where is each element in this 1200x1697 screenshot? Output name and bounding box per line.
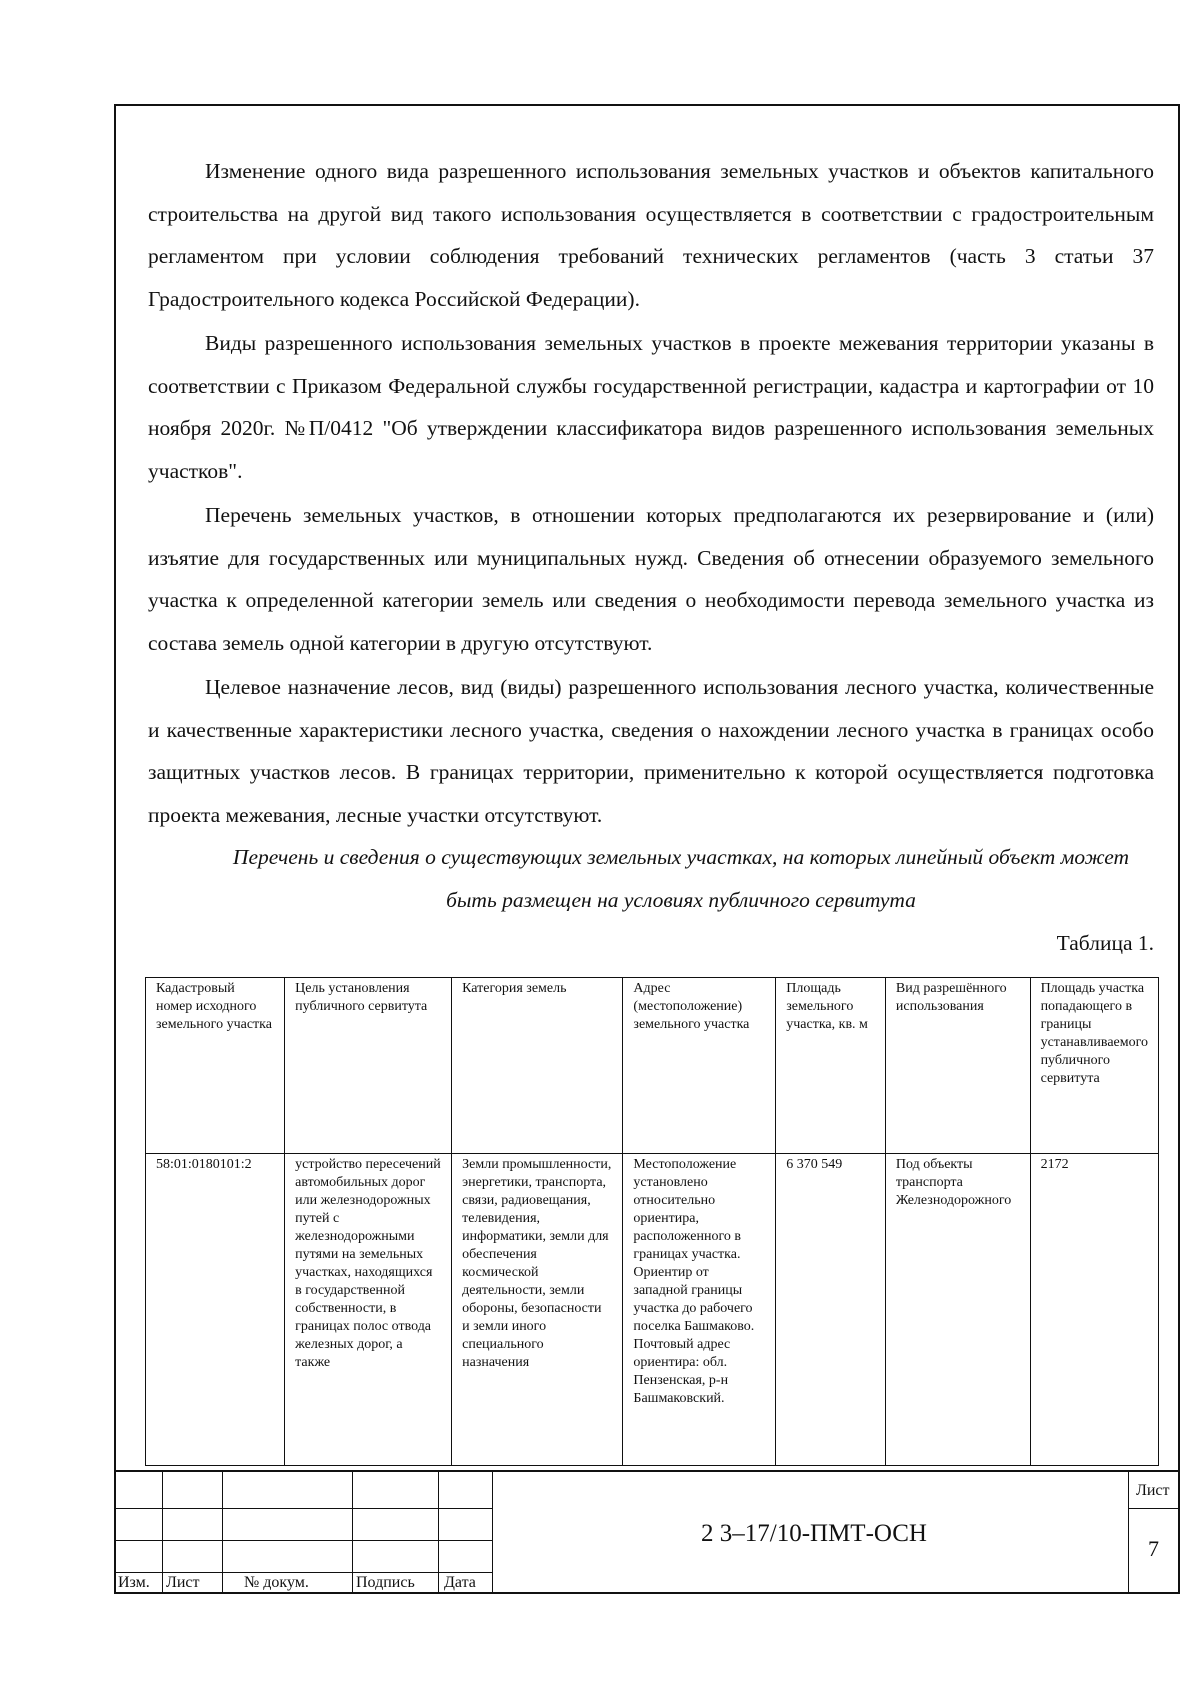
cell-servitude-area: 2172 xyxy=(1030,1154,1158,1466)
stamp-label-revision: Изм. xyxy=(118,1574,150,1591)
sheet-number: 7 xyxy=(1148,1536,1159,1561)
table-row xyxy=(146,1154,1159,1466)
paragraph-3: Перечень земельных участков, в отношении которых предполагаются их резервирование и (или) изъятие для государственных или муниципальных нужд. Сведения об отнесении образуемого земельного участка к определенной категории земель или сведения о необходимости перевода земельного участка из состава земель одной категории в другую отсутствуют. xyxy=(148,503,1154,655)
stamp-label-signature: Подпись xyxy=(356,1574,415,1591)
title-block xyxy=(114,1470,1180,1594)
header-address: Адрес (местоположение) земельного участка xyxy=(623,978,776,1154)
header-permitted-use: Вид разрешённого использования xyxy=(885,978,1030,1154)
cell-plot-area: 6 370 549 xyxy=(776,1154,886,1466)
sheet-label: Лист xyxy=(1136,1482,1170,1499)
servitude-table xyxy=(145,977,1159,1466)
header-plot-area: Площадь земельного участка, кв. м xyxy=(776,978,886,1154)
document-code: 2 3–17/10-ПМТ-ОСН xyxy=(701,1520,927,1547)
cell-cadastral-number: 58:01:0180101:2 xyxy=(146,1154,285,1466)
header-servitude-area: Площадь участка попадающего в границы устанавливаемого публичного сервитута xyxy=(1030,978,1158,1154)
cell-permitted-use: Под объекты транспорта Железнодорожного xyxy=(885,1154,1030,1466)
cell-servitude-purpose: устройство пересечений автомобильных дорог или железнодорожных путей с железнодорожными путями на земельных участках, находящихся в государственной собственности, в границах полос отвода железных дорог, а также xyxy=(285,1154,452,1466)
paragraph-2: Виды разрешенного использования земельных участков в проекте межевания территории указаны в соответствии с Приказом Федеральной службы государственной регистрации, кадастра и картографии от 10 ноября 2020г. №П/0412 "Об утверждении классификатора видов разрешенного использования земельных участков". xyxy=(148,331,1154,483)
header-cadastral-number: Кадастровый номер исходного земельного участка xyxy=(146,978,285,1154)
paragraph-1: Изменение одного вида разрешенного использования земельных участков и объектов капитального строительства на другой вид такого использования осуществляется в соответствии с градостроительным регламентом при условии соблюдения требований технических регламентов (часть 3 статьи 37 Градостроительного кодекса Российской Федерации). xyxy=(148,159,1154,311)
paragraph-4: Целевое назначение лесов, вид (виды) разрешенного использования лесного участка, количественные и качественные характеристики лесного участка, сведения о нахождении лесного участка в границах особо защитных участков лесов. В границах территории, применительно к которой осуществляется подготовка проекта межевания, лесные участки отсутствуют. xyxy=(148,675,1154,827)
document-body xyxy=(148,150,1154,1466)
header-servitude-purpose: Цель установления публичного сервитута xyxy=(285,978,452,1154)
stamp-label-sheet: Лист xyxy=(166,1574,200,1591)
table-caption: Перечень и сведения о существующих земельных участках, на которых линейный объект может быть размещен на условиях публичного сервитута xyxy=(232,845,1130,912)
stamp-label-doc-number: № докум. xyxy=(244,1574,309,1591)
table-number: Таблица 1. xyxy=(1056,931,1154,955)
table-header-row xyxy=(146,978,1159,1154)
header-land-category: Категория земель xyxy=(452,978,623,1154)
cell-address: Местоположение установлено относительно ориентира, расположенного в границах участка. Ориентир от западной границы участка до рабочего поселка Башмаково. Почтовый адрес ориентира: обл. Пензенская, р-н Башмаковский. xyxy=(623,1154,776,1466)
cell-land-category: Земли промышленности, энергетики, транспорта, связи, радиовещания, телевидения, информатики, земли для обеспечения космической деятельности, земли обороны, безопасности и земли иного специального назначения xyxy=(452,1154,623,1466)
stamp-label-date: Дата xyxy=(444,1574,476,1591)
